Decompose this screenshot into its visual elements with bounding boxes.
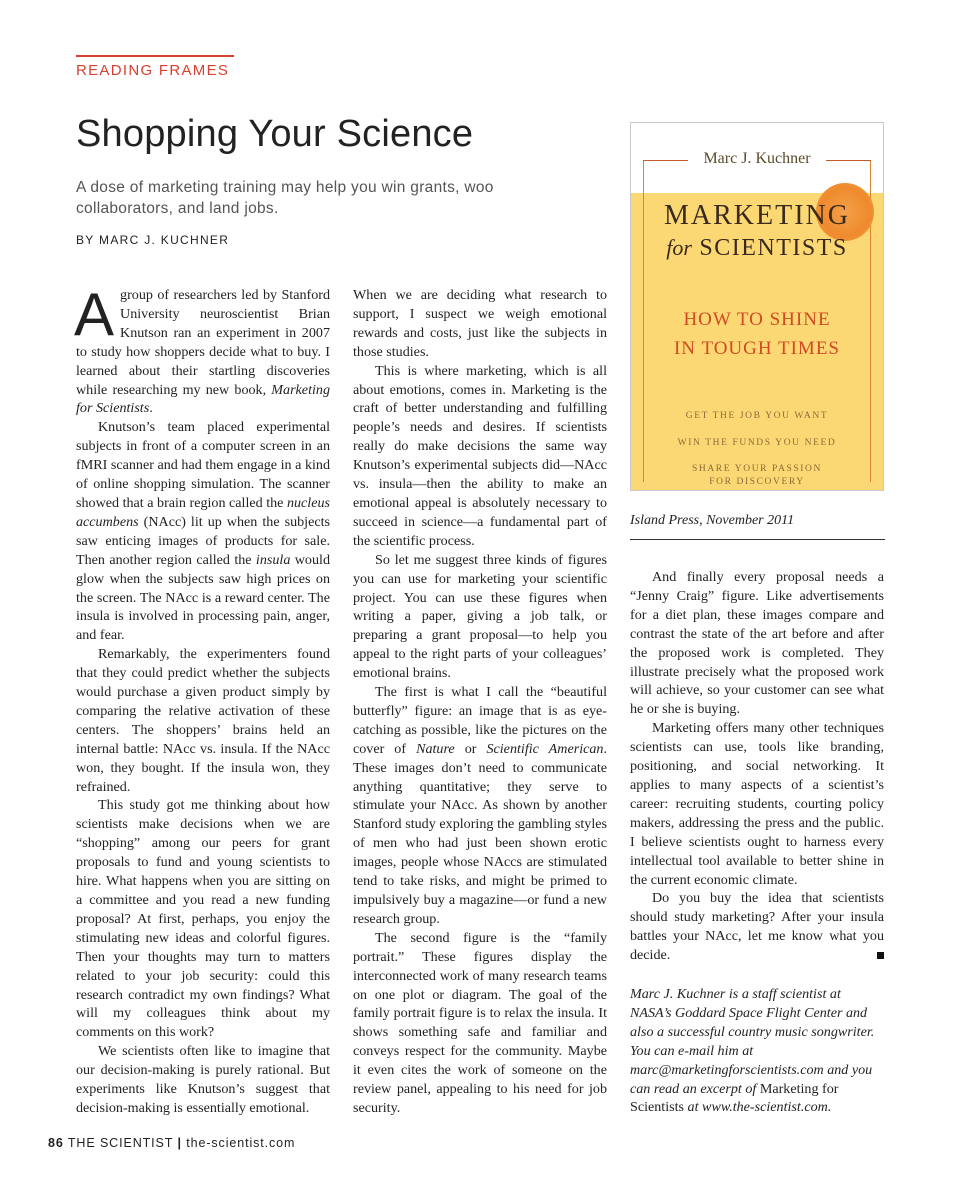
cover-tagline: FOR DISCOVERY	[709, 477, 805, 487]
book-cover-image	[630, 122, 884, 491]
term: insula	[255, 551, 291, 568]
cover-subtitle: HOW TO SHINE	[683, 309, 831, 330]
text-column-3	[630, 568, 884, 965]
paragraph-text: .	[149, 400, 153, 417]
book-title: Marketing for Scientists	[630, 1080, 839, 1116]
paragraph-text: Do you buy the idea that scientists should study marketing? After your insula battles your NAcc, let me know what you decide.	[630, 890, 884, 964]
bio-text: Marc J. Kuchner is a staff scientist at NASA’s Goddard Space Flight Center and also a successful country music songwriter. You can e-mail him at marc@marketingforscientists.com and you can read an excerpt of	[630, 986, 875, 1097]
text-column-1	[74, 281, 331, 1118]
cover-caption: Island Press, November 2011	[630, 513, 795, 528]
cover-title-for: for	[666, 235, 692, 260]
bio-text: at www.the-scientist.com.	[684, 1099, 832, 1116]
paragraph: So let me suggest three kinds of figures you can use for marketing your scientific project. You can use these figures when writing a paper, giving a job talk, or preparing a grant proposal—to help you appeal to the right parts of your colleagues’ emotional brains.	[353, 551, 607, 682]
paragraph-text: Knutson’s team placed experimental subjects in front of a computer screen in an fMRI scanner and had them engage in a kind of online shopping simulation. The scanner showed that a brain region called the	[76, 419, 330, 511]
footer-separator: |	[177, 1136, 182, 1150]
caption-rule	[630, 539, 885, 540]
paragraph: The second figure is the “family portrait.” These figures display the interconnected work of many research teams on one plot or diagram. The goal of the family portrait figure is to relax the insula. It shows something safe and familiar and conveys respect for the community. Maybe it even cites the work of someone on the review panel, appealing to his need for job security.	[353, 929, 607, 1116]
paragraph	[630, 889, 884, 965]
page-footer	[48, 1136, 295, 1150]
cover-author: Marc J. Kuchner	[703, 150, 811, 167]
author-bio	[630, 985, 884, 1117]
paragraph: This is where marketing, which is all about emotions, comes in. Marketing is the craft of better understanding and fulfilling people’s needs and desires. If scientists really do make decisions the same way Knutson’s experimental subjects did—NAcc vs. insula—then the ability to make an emotional appeal is absolutely necessary to succeed in science—a fundamental part of the scientific process.	[353, 362, 607, 549]
paragraph-text: (NAcc) lit up when the subjects saw enticing images of products for sale. Then another region called the	[76, 513, 330, 568]
end-of-article-icon	[877, 952, 884, 959]
cover-title	[631, 235, 883, 262]
journal-title: Nature	[416, 740, 455, 757]
article-dek: A dose of marketing training may help you win grants, woo collaborators, and land jobs.	[76, 179, 494, 217]
paragraph	[76, 418, 330, 645]
magazine-name: THE SCIENTIST	[67, 1136, 174, 1150]
paragraph-text: or	[454, 740, 487, 757]
article-byline: BY MARC J. KUCHNER	[76, 233, 230, 247]
term: nucleus accumbens	[76, 494, 331, 530]
paragraph: And finally every proposal needs a “Jenny Craig” figure. Like advertisements for a diet plan, these images compare and contrast the state of the art before and after the proposed work is completed. They illustrate precisely what the proposed work will achieve, so your customer can see what he or she is buying.	[630, 569, 884, 718]
page-number: 86	[48, 1136, 64, 1150]
paragraph-text: The first is what I call the “beautiful butterfly” figure: an image that is as eye-catching as possible, like the pictures on the cover of	[353, 684, 607, 757]
drop-cap: A	[74, 281, 115, 348]
text-column-2	[353, 286, 607, 1118]
paragraph: Remarkably, the experimenters found that they could predict whether the subjects would purchase a given product simply by comparing the relative activation of these centers. The shoppers’ brains held an internal battle: NAcc vs. insula. If the NAcc won, they bought. If the insula won, they refrained.	[76, 646, 330, 795]
section-label: READING FRAMES	[76, 62, 230, 79]
cover-tagline: GET THE JOB YOU WANT	[685, 411, 829, 421]
paragraph	[353, 683, 607, 929]
section-rule	[76, 55, 234, 57]
paragraph: This study got me thinking about how scientists make decisions when we are “shopping” among our peers for grant proposals to fund and young scientists to hire. What happens when you are sitting on a committee and you read a new funding proposal? At first, perhaps, you enjoy the stimulating new ideas and colorful figures. Then your thoughts may turn to matters related to your job security: could this research contradict my own findings? What will my colleagues think about my comments on this work?	[76, 797, 330, 1041]
magazine-url: the-scientist.com	[186, 1136, 296, 1150]
book-title: Marketing for Scientists	[76, 381, 330, 417]
paragraph: When we are deciding what research to support, I suspect we weigh emotional rewards and costs, just like the subjects in those studies.	[353, 287, 607, 360]
cover-title-scientists: SCIENTISTS	[699, 235, 848, 261]
journal-title: Scientific American	[486, 740, 604, 757]
paragraph-text: group of researchers led by Stanford University neuroscientist Brian Knutson ran an experiment in 2007 to study how shoppers decide what to buy. I learned about their startling discoveries while researching my new book,	[76, 287, 330, 398]
paragraph: Marketing offers many other techniques scientists can use, tools like branding, positioning, and social networking. It applies to many aspects of a scientist’s career: recruiting students, courting policy makers, addressing the press and the public. I believe scientists ought to harness every intellectual tool available to better shine in the current economic climate.	[630, 720, 884, 888]
cover-subtitle: IN TOUGH TIMES	[673, 338, 840, 359]
article-headline: Shopping Your Science	[76, 113, 474, 155]
paragraph-text: would glow when the subjects saw high prices on the screen. The NAcc is a reward center. The insula is involved in processing pain, anger, and fear.	[76, 551, 330, 644]
cover-tagline: WIN THE FUNDS YOU NEED	[677, 438, 837, 448]
paragraph: We scientists often like to imagine that our decision-making is purely rational. But experiments like Knutson’s suggest that decision-making is essentially emotional.	[76, 1043, 330, 1116]
cover-title: MARKETING	[664, 200, 850, 231]
paragraph	[74, 281, 330, 418]
cover-tagline: SHARE YOUR PASSION	[692, 464, 822, 474]
paragraph-text: . These images don’t need to communicate anything quantitative; they serve to stimulate your NAcc. As shown by another Stanford study exploring the gambling styles of men who had just been shown erotic images, people whose NAccs are stimulated tend to take risks, and might be primed to impulsively buy a magazine—or fund a new research group.	[353, 740, 607, 927]
